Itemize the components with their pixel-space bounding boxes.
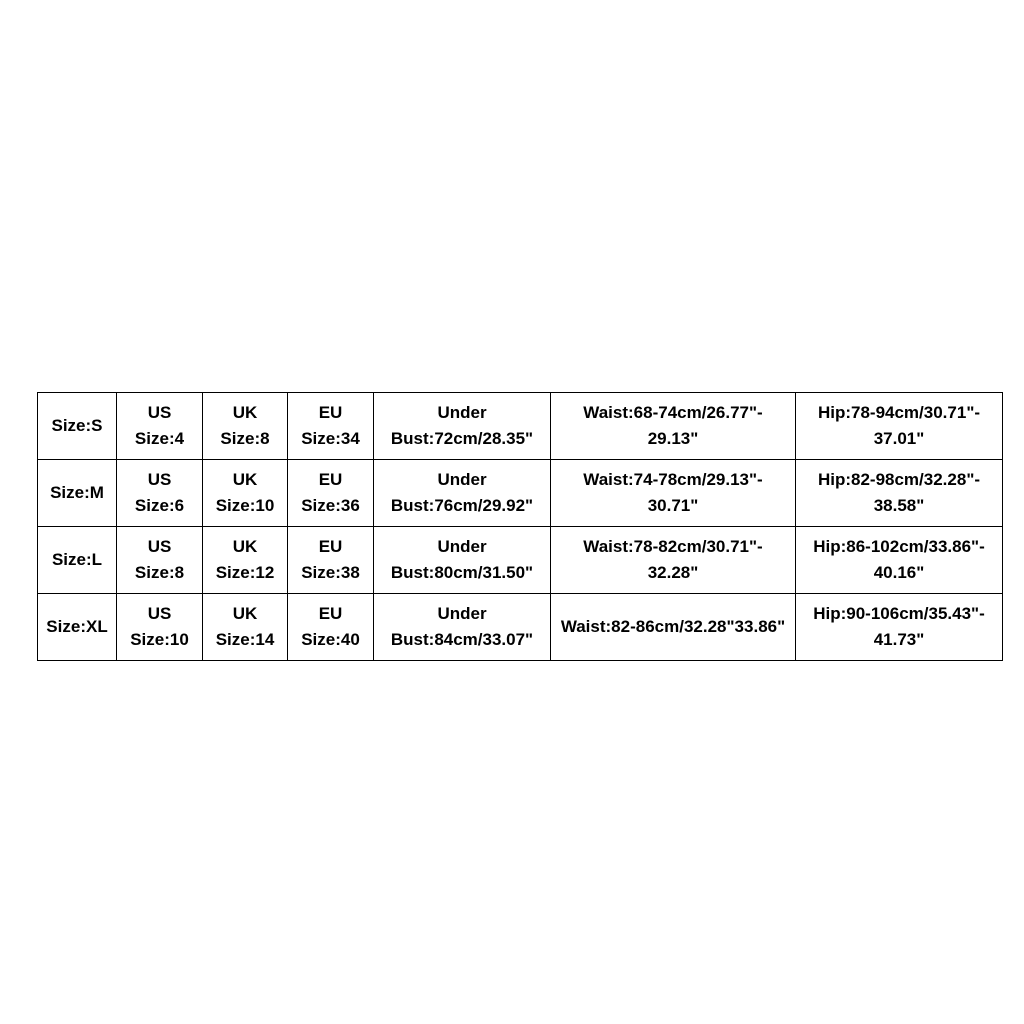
us-size-cell: [117, 460, 203, 527]
us-size-cell: [117, 393, 203, 460]
eu-size-text-line: Size:36: [301, 496, 360, 515]
size-chart-table: [37, 392, 1003, 661]
uk-size-text-line: UK: [232, 470, 258, 489]
table-row: [38, 460, 1003, 527]
under-bust-text-line: Under: [437, 537, 487, 556]
hip-text-line: 38.58": [873, 496, 925, 515]
under-bust-text-line: Bust:84cm/33.07": [390, 630, 534, 649]
hip-cell: [796, 527, 1003, 594]
waist-text-line: Waist:74-78cm/29.13"-: [583, 470, 763, 489]
size-label: Size:M: [50, 483, 104, 502]
size-label: Size:L: [51, 550, 103, 569]
us-size-text-line: Size:4: [134, 429, 185, 448]
us-size-text-line: Size:6: [134, 496, 185, 515]
under-bust-text-line: Under: [437, 403, 487, 422]
under-bust-text-line: Bust:72cm/28.35": [390, 429, 534, 448]
hip-text-line: Hip:90-106cm/35.43"-: [813, 604, 985, 623]
waist-text-line: Waist:82-86cm/32.28"33.86": [560, 617, 786, 636]
under-bust-text-line: Bust:80cm/31.50": [390, 563, 534, 582]
us-size-cell: [117, 594, 203, 661]
hip-text-line: 40.16": [873, 563, 925, 582]
size-label: Size:XL: [46, 617, 108, 636]
hip-text-line: Hip:86-102cm/33.86"-: [813, 537, 985, 556]
waist-cell: [551, 393, 796, 460]
size-label: Size:S: [51, 416, 103, 435]
eu-size-text-line: Size:34: [301, 429, 360, 448]
under-bust-cell: [374, 527, 551, 594]
eu-size-cell: [288, 594, 374, 661]
eu-size-text-line: EU: [318, 470, 343, 489]
eu-size-text-line: EU: [318, 604, 343, 623]
hip-text-line: Hip:82-98cm/32.28"-: [817, 470, 981, 489]
us-size-text-line: US: [147, 537, 172, 556]
size-cell: [38, 594, 117, 661]
us-size-text-line: US: [147, 604, 172, 623]
uk-size-text-line: Size:8: [220, 429, 270, 448]
size-cell: [38, 393, 117, 460]
uk-size-text-line: Size:14: [215, 630, 275, 649]
eu-size-text-line: EU: [318, 403, 343, 422]
uk-size-cell: [203, 393, 288, 460]
us-size-text-line: US: [147, 470, 172, 489]
us-size-cell: [117, 527, 203, 594]
size-cell: [38, 460, 117, 527]
us-size-text-line: US: [147, 403, 172, 422]
hip-text-line: 41.73": [873, 630, 925, 649]
eu-size-text-line: Size:38: [301, 563, 360, 582]
hip-cell: [796, 393, 1003, 460]
uk-size-text-line: UK: [232, 537, 258, 556]
table-row: [38, 594, 1003, 661]
uk-size-text-line: Size:10: [215, 496, 275, 515]
eu-size-text-line: Size:40: [301, 630, 360, 649]
hip-cell: [796, 594, 1003, 661]
uk-size-cell: [203, 460, 288, 527]
eu-size-cell: [288, 393, 374, 460]
waist-text-line: 30.71": [647, 496, 699, 515]
eu-size-cell: [288, 460, 374, 527]
waist-cell: [551, 460, 796, 527]
uk-size-text-line: UK: [232, 604, 258, 623]
size-chart-body: [38, 393, 1003, 661]
table-row: [38, 527, 1003, 594]
size-cell: [38, 527, 117, 594]
waist-cell: [551, 527, 796, 594]
uk-size-text-line: UK: [232, 403, 258, 422]
waist-text-line: Waist:68-74cm/26.77"-: [583, 403, 763, 422]
eu-size-text-line: EU: [318, 537, 343, 556]
hip-text-line: 37.01": [873, 429, 925, 448]
under-bust-text-line: Bust:76cm/29.92": [390, 496, 534, 515]
uk-size-cell: [203, 527, 288, 594]
table-row: [38, 393, 1003, 460]
hip-text-line: Hip:78-94cm/30.71"-: [817, 403, 981, 422]
waist-text-line: 29.13": [647, 429, 699, 448]
under-bust-cell: [374, 393, 551, 460]
under-bust-cell: [374, 594, 551, 661]
uk-size-text-line: Size:12: [215, 563, 275, 582]
waist-cell: [551, 594, 796, 661]
us-size-text-line: Size:10: [130, 630, 189, 649]
hip-cell: [796, 460, 1003, 527]
uk-size-cell: [203, 594, 288, 661]
waist-text-line: 32.28": [647, 563, 699, 582]
under-bust-text-line: Under: [437, 470, 487, 489]
under-bust-cell: [374, 460, 551, 527]
under-bust-text-line: Under: [437, 604, 487, 623]
us-size-text-line: Size:8: [134, 563, 185, 582]
eu-size-cell: [288, 527, 374, 594]
waist-text-line: Waist:78-82cm/30.71"-: [583, 537, 763, 556]
